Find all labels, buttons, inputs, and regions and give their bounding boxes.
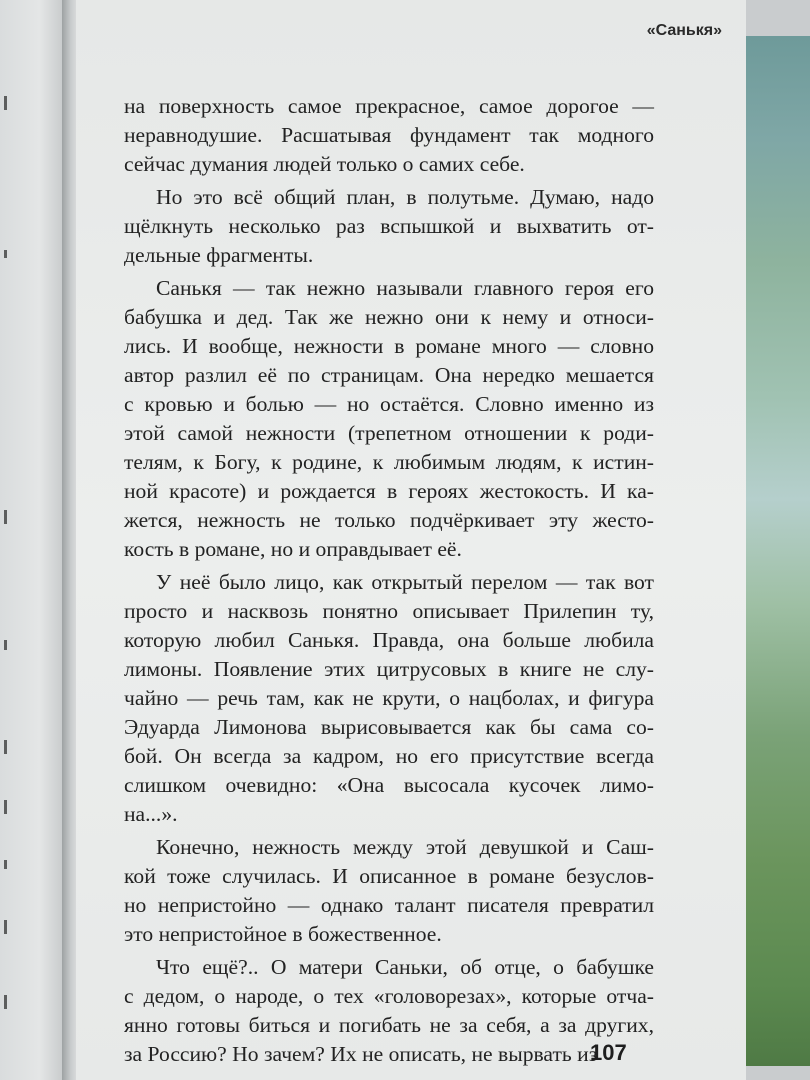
- text-line: лимоны. Появление этих цитрусовых в книге не слу-: [124, 657, 654, 681]
- paragraph: [124, 92, 654, 179]
- text-line: слишком очевидно: «Она высосала кусочек лимо-: [124, 773, 654, 797]
- text-line: ной красоте) и рождается в героях жестокость. И ка-: [124, 479, 654, 503]
- text-line: с кровью и болью — но остаётся. Словно именно из: [124, 392, 654, 416]
- text-line: щёлкнуть несколько раз вспышкой и выхватить от-: [124, 214, 654, 238]
- text-line: кой тоже случилась. И описанное в романе безуслов-: [124, 864, 654, 888]
- text-line: этой самой нежности (трепетном отношении к роди-: [124, 421, 654, 445]
- page-number: 107: [590, 1040, 627, 1065]
- text-line: которую любил Санькя. Правда, она больше любила: [124, 628, 654, 652]
- text-line: просто и насквозь понятно описывает Прилепин ту,: [124, 599, 654, 623]
- text-line: Санькя — так нежно называли главного героя его: [156, 276, 654, 300]
- text-line: У неё было лицо, как открытый перелом — так вот: [156, 570, 654, 594]
- text-line: на...».: [124, 802, 178, 826]
- text-line: за Россию? Но зачем? Их не описать, не вырвать из: [124, 1042, 598, 1066]
- text-line: чайно — речь там, как не крути, о нацболах, и фигура: [124, 686, 654, 710]
- text-line: на поверхность самое прекрасное, самое дорогое —: [124, 94, 654, 118]
- text-line: лись. И вообще, нежности в романе много — словно: [124, 334, 654, 358]
- paragraph: [124, 953, 654, 1069]
- book-cover-edge: [738, 36, 810, 1066]
- text-line: кость в романе, но и оправдывает её.: [124, 537, 462, 561]
- running-head: «Санькя»: [646, 22, 722, 39]
- left-page-text-fragments: [0, 0, 20, 1080]
- text-line: это непристойное в божественное.: [124, 922, 442, 946]
- paragraph: [124, 183, 654, 270]
- text-line: с дедом, о народе, о тех «головорезах», которые отча-: [124, 984, 654, 1008]
- text-line: Что ещё?.. О матери Саньки, об отце, о бабушке: [156, 955, 654, 979]
- text-line: жется, нежность не только подчёркивает эту жесто-: [124, 508, 654, 532]
- left-page-edge: [0, 0, 66, 1080]
- paragraph: [124, 833, 654, 949]
- text-line: янно готовы биться и погибать не за себя, а за других,: [124, 1013, 654, 1037]
- text-line: сейчас думания людей только о самих себе.: [124, 152, 525, 176]
- text-line: бой. Он всегда за кадром, но его присутствие всегда: [124, 744, 654, 768]
- paragraph: [124, 274, 654, 564]
- text-line: неравнодушие. Расшатывая фундамент так модного: [124, 123, 654, 147]
- text-line: Но это всё общий план, в полутьме. Думаю, надо: [156, 185, 654, 209]
- text-line: Конечно, нежность между этой девушкой и Саш-: [156, 835, 654, 859]
- text-line: Эдуарда Лимонова вырисовывается как бы сама со-: [124, 715, 654, 739]
- text-line: бабушка и дед. Так же нежно они к нему и относи-: [124, 305, 654, 329]
- body-text: [124, 92, 654, 1069]
- text-line: телям, к Богу, к родине, к любимым людям, к истин-: [124, 450, 654, 474]
- text-line: автор разлил её по страницам. Она нередко мешается: [124, 363, 654, 387]
- text-line: дельные фрагменты.: [124, 243, 314, 267]
- text-line: но непристойно — однако талант писателя превратил: [124, 893, 654, 917]
- paragraph: [124, 568, 654, 829]
